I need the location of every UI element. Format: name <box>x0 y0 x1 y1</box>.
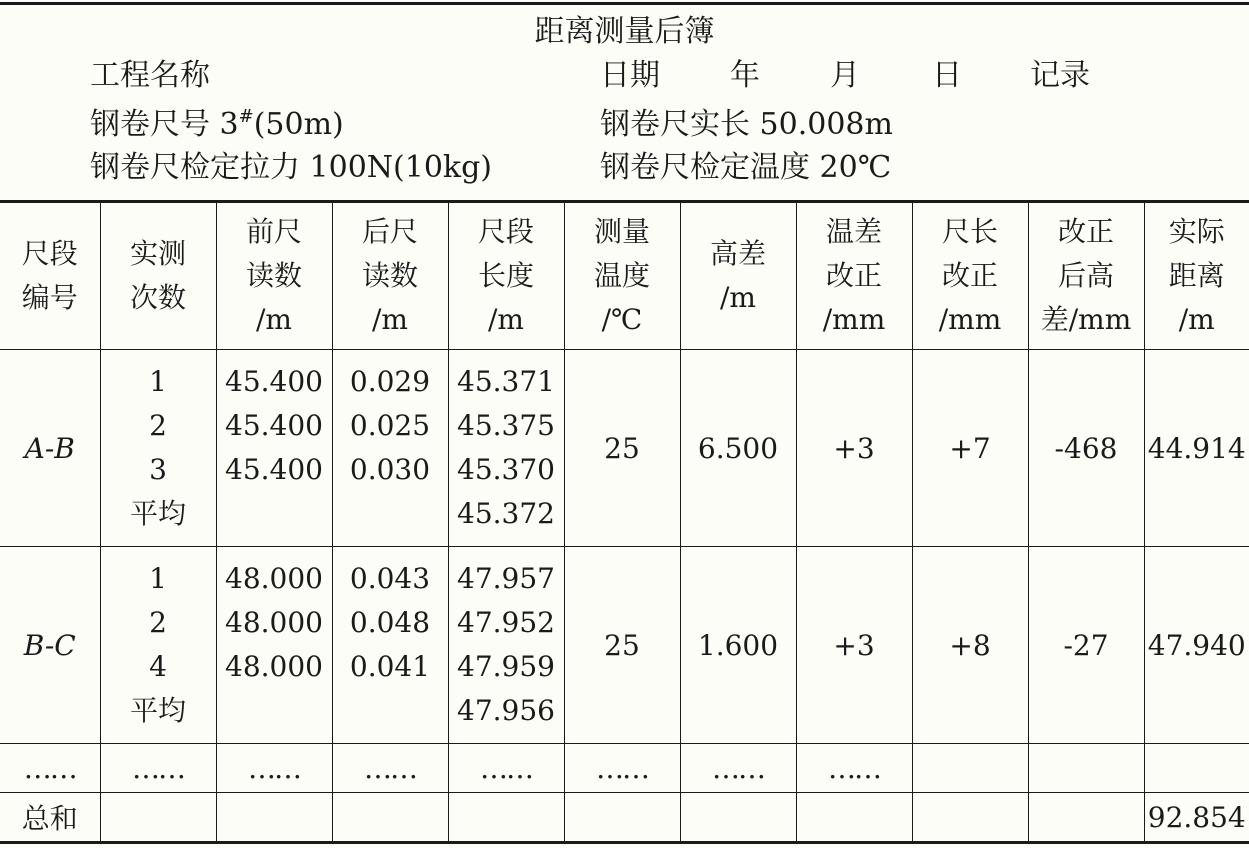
empty-cell <box>1028 744 1144 793</box>
column-header-line: 温度 <box>593 259 650 292</box>
column-header <box>1144 202 1249 350</box>
ellipsis-cell: …… <box>332 744 448 793</box>
height-difference: 6.500 <box>680 350 796 547</box>
table-row <box>0 547 1249 744</box>
temperature-correction: +3 <box>796 547 912 744</box>
empty-cell <box>680 793 796 843</box>
month-label: 月 <box>830 58 860 93</box>
tape-number-prefix: 钢卷尺号 3 <box>90 107 239 142</box>
column-header-line: 温差 <box>825 215 882 248</box>
column-header-line: 长度 <box>477 259 534 292</box>
column-header <box>564 202 680 350</box>
empty-cell <box>912 793 1028 843</box>
measure-count: 1 <box>149 562 167 595</box>
back-reading: 0.048 <box>349 606 431 639</box>
year-label: 年 <box>730 58 760 93</box>
ellipsis-row <box>0 744 1249 793</box>
column-header-line: /m <box>256 303 292 336</box>
column-header-line: /m <box>372 303 408 336</box>
empty-cell <box>564 793 680 843</box>
actual-distance: 47.940 <box>1144 547 1249 744</box>
measure-temperature: 25 <box>564 547 680 744</box>
segment-id: A-B <box>0 350 100 547</box>
segment-length: 47.952 <box>457 606 555 639</box>
segment-length: 47.957 <box>457 562 555 595</box>
segment-id: B-C <box>0 547 100 744</box>
ellipsis-cell: …… <box>564 744 680 793</box>
column-header-line: 改正 <box>941 259 998 292</box>
front-reading: 45.400 <box>225 453 323 486</box>
segment-length-cell <box>448 547 564 744</box>
empty-cell <box>912 744 1028 793</box>
column-header-line: 改正 <box>1057 215 1114 248</box>
day-label: 日 <box>932 58 962 93</box>
column-header-line: 测量 <box>593 215 650 248</box>
column-header-line: /m <box>720 281 756 314</box>
blank-line <box>333 492 448 536</box>
back-reading: 0.043 <box>349 562 431 595</box>
measurement-table <box>0 200 1249 844</box>
top-rule <box>0 2 1249 5</box>
column-header-line: 尺长 <box>941 215 998 248</box>
corrected-height-diff: -27 <box>1028 547 1144 744</box>
column-header-line: 后高 <box>1057 259 1114 292</box>
column-header-line: 次数 <box>129 281 186 314</box>
measure-count: 平均 <box>129 694 186 727</box>
front-reading: 48.000 <box>225 650 323 683</box>
length-correction: +7 <box>912 350 1028 547</box>
ellipsis-cell: …… <box>448 744 564 793</box>
segment-length-cell <box>448 350 564 547</box>
measure-temperature: 25 <box>564 350 680 547</box>
column-header-line: 读数 <box>245 259 302 292</box>
column-header <box>1028 202 1144 350</box>
table-header-row <box>0 202 1249 350</box>
measure-count: 4 <box>149 650 167 683</box>
project-name-label: 工程名称 <box>90 58 210 93</box>
empty-cell <box>100 793 216 843</box>
measure-count-cell <box>100 350 216 547</box>
back-reading-cell <box>332 350 448 547</box>
column-header-line: 实测 <box>129 237 186 270</box>
column-header-line: 差/mm <box>1040 303 1132 336</box>
front-reading: 45.400 <box>225 409 323 442</box>
ellipsis-cell: …… <box>680 744 796 793</box>
back-reading-cell <box>332 547 448 744</box>
segment-length: 45.370 <box>457 453 555 486</box>
actual-distance: 44.914 <box>1144 350 1249 547</box>
ellipsis-cell: …… <box>216 744 332 793</box>
column-header-line: 尺段 <box>21 237 78 270</box>
measure-count: 1 <box>149 365 167 398</box>
column-header <box>332 202 448 350</box>
front-reading-cell <box>216 350 332 547</box>
segment-length: 47.956 <box>457 694 555 727</box>
front-reading: 48.000 <box>225 562 323 595</box>
column-header-line: /℃ <box>601 303 643 336</box>
ellipsis-cell: …… <box>100 744 216 793</box>
column-header-line: /m <box>1178 303 1215 336</box>
empty-cell <box>796 793 912 843</box>
total-label: 总和 <box>0 793 100 843</box>
measure-count: 2 <box>149 409 167 442</box>
ellipsis-cell: …… <box>0 744 100 793</box>
total-distance: 92.854 <box>1144 793 1249 843</box>
length-correction: +8 <box>912 547 1028 744</box>
back-reading: 0.029 <box>349 365 431 398</box>
column-header-line: 实际 <box>1168 215 1225 248</box>
table-row <box>0 350 1249 547</box>
empty-cell <box>216 793 332 843</box>
column-header-line: /m <box>488 303 524 336</box>
measure-count: 平均 <box>129 497 186 530</box>
column-header-line: 读数 <box>361 259 418 292</box>
column-header-line: 尺段 <box>477 215 534 248</box>
front-reading-cell <box>216 547 332 744</box>
column-header-line: 高差 <box>709 237 766 270</box>
ellipsis-cell: …… <box>796 744 912 793</box>
date-label: 日期 <box>600 58 660 93</box>
tape-calibration-tension: 钢卷尺检定拉力 100N(10kg) <box>90 150 493 185</box>
column-header <box>0 202 100 350</box>
back-reading: 0.030 <box>349 453 431 486</box>
back-reading: 0.025 <box>349 409 431 442</box>
corrected-height-diff: -468 <box>1028 350 1144 547</box>
column-header-line: 前尺 <box>245 215 302 248</box>
tape-calibration-temperature: 钢卷尺检定温度 20℃ <box>600 150 892 185</box>
blank-line <box>333 689 448 733</box>
column-header <box>796 202 912 350</box>
column-header <box>912 202 1028 350</box>
column-header-line: 编号 <box>21 281 78 314</box>
tape-number-sup: # <box>238 106 254 127</box>
temperature-correction: +3 <box>796 350 912 547</box>
empty-cell <box>448 793 564 843</box>
blank-line <box>217 689 332 733</box>
column-header <box>216 202 332 350</box>
tape-number-suffix: (50m) <box>253 107 344 142</box>
tape-number <box>90 107 344 143</box>
empty-cell <box>1144 744 1249 793</box>
measure-count-cell <box>100 547 216 744</box>
measure-count: 2 <box>149 606 167 639</box>
blank-line <box>217 492 332 536</box>
back-reading: 0.041 <box>349 650 431 683</box>
column-header <box>100 202 216 350</box>
column-header-line: 距离 <box>1168 259 1225 292</box>
empty-cell <box>1028 793 1144 843</box>
column-header-line: 后尺 <box>361 215 418 248</box>
column-header <box>448 202 564 350</box>
front-reading: 45.400 <box>225 365 323 398</box>
column-header-line: 改正 <box>825 259 882 292</box>
column-header-line: /mm <box>938 303 1002 336</box>
front-reading: 48.000 <box>225 606 323 639</box>
segment-length: 45.375 <box>457 409 555 442</box>
segment-length: 45.371 <box>457 365 555 398</box>
height-difference: 1.600 <box>680 547 796 744</box>
empty-cell <box>332 793 448 843</box>
measure-count: 3 <box>149 453 167 486</box>
segment-length: 45.372 <box>457 497 555 530</box>
column-header <box>680 202 796 350</box>
segment-length: 47.959 <box>457 650 555 683</box>
document-title: 距离测量后簿 <box>534 14 715 49</box>
tape-actual-length: 钢卷尺实长 50.008m <box>600 107 893 142</box>
total-row <box>0 793 1249 843</box>
column-header-line: /mm <box>822 303 886 336</box>
recorder-label: 记录 <box>1030 58 1090 93</box>
